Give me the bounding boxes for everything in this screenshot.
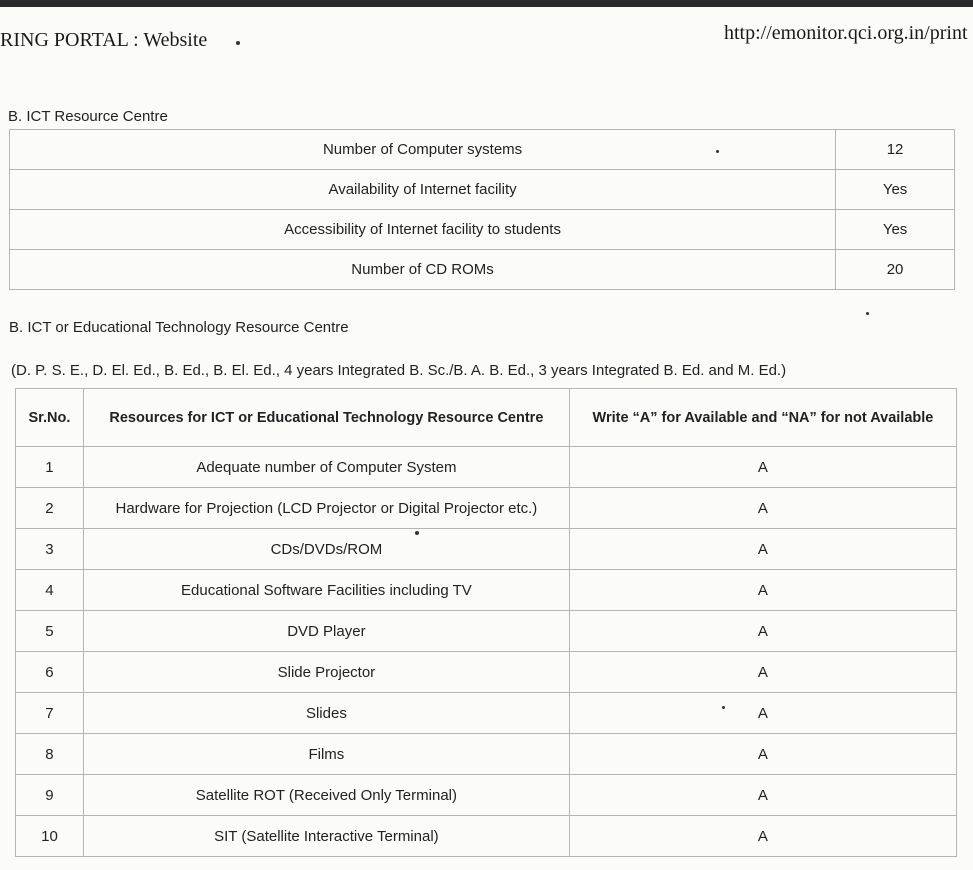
resource-cell: Slides	[83, 693, 569, 734]
portal-url: http://emonitor.qci.org.in/print	[724, 22, 968, 44]
scan-speck	[866, 312, 869, 315]
sr-no-cell: 4	[16, 570, 84, 611]
row-label: Accessibility of Internet facility to students	[10, 210, 836, 250]
table-row	[10, 130, 955, 170]
status-cell: A	[569, 488, 956, 529]
table-row	[16, 693, 957, 734]
section-title-ict-resource-centre: B. ICT Resource Centre	[8, 108, 168, 125]
table-header-row	[16, 389, 957, 447]
row-value: 20	[836, 250, 955, 290]
row-label: Availability of Internet facility	[10, 170, 836, 210]
sr-no-cell: 9	[16, 775, 84, 816]
sr-no-cell: 7	[16, 693, 84, 734]
status-cell: A	[569, 816, 956, 857]
column-header-availability: Write “A” for Available and “NA” for not Available	[569, 389, 956, 447]
sr-no-cell: 6	[16, 652, 84, 693]
sr-no-cell: 1	[16, 447, 84, 488]
portal-header-title: RING PORTAL : Website	[0, 29, 208, 51]
status-cell: A	[569, 693, 956, 734]
resource-cell: SIT (Satellite Interactive Terminal)	[83, 816, 569, 857]
row-value: Yes	[836, 210, 955, 250]
sr-no-cell: 5	[16, 611, 84, 652]
column-header-sr-no: Sr.No.	[16, 389, 84, 447]
row-value: 12	[836, 130, 955, 170]
status-cell: A	[569, 447, 956, 488]
resource-cell: Films	[83, 734, 569, 775]
ict-edtech-resource-table	[15, 388, 957, 857]
table-row	[16, 734, 957, 775]
resource-cell: Slide Projector	[83, 652, 569, 693]
scan-top-edge	[0, 0, 973, 7]
table-row	[16, 570, 957, 611]
status-cell: A	[569, 570, 956, 611]
resource-cell: DVD Player	[83, 611, 569, 652]
table-row	[16, 529, 957, 570]
status-cell: A	[569, 529, 956, 570]
resource-cell: Adequate number of Computer System	[83, 447, 569, 488]
table-row	[16, 447, 957, 488]
scan-speck	[236, 41, 240, 45]
table-row	[16, 488, 957, 529]
row-label: Number of Computer systems	[10, 130, 836, 170]
row-value: Yes	[836, 170, 955, 210]
resource-cell: CDs/DVDs/ROM	[83, 529, 569, 570]
table-row	[10, 210, 955, 250]
applicable-programmes-note: (D. P. S. E., D. El. Ed., B. Ed., B. El. Ed., 4 years Integrated B. Sc./B. A. B. Ed., 3 years Integrated B. Ed. and M. Ed.)	[11, 362, 787, 379]
ict-resource-table	[9, 129, 955, 290]
table-row	[16, 611, 957, 652]
resource-cell: Hardware for Projection (LCD Projector or Digital Projector etc.)	[83, 488, 569, 529]
section-title-ict-edtech-centre: B. ICT or Educational Technology Resource Centre	[9, 319, 349, 336]
status-cell: A	[569, 611, 956, 652]
table-row	[10, 170, 955, 210]
status-cell: A	[569, 775, 956, 816]
sr-no-cell: 10	[16, 816, 84, 857]
row-label: Number of CD ROMs	[10, 250, 836, 290]
column-header-resource: Resources for ICT or Educational Technology Resource Centre	[83, 389, 569, 447]
sr-no-cell: 2	[16, 488, 84, 529]
resource-cell: Educational Software Facilities including TV	[83, 570, 569, 611]
status-cell: A	[569, 734, 956, 775]
resource-cell: Satellite ROT (Received Only Terminal)	[83, 775, 569, 816]
table-row	[16, 775, 957, 816]
status-cell: A	[569, 652, 956, 693]
table-row	[16, 816, 957, 857]
sr-no-cell: 8	[16, 734, 84, 775]
sr-no-cell: 3	[16, 529, 84, 570]
table-row	[10, 250, 955, 290]
table-row	[16, 652, 957, 693]
